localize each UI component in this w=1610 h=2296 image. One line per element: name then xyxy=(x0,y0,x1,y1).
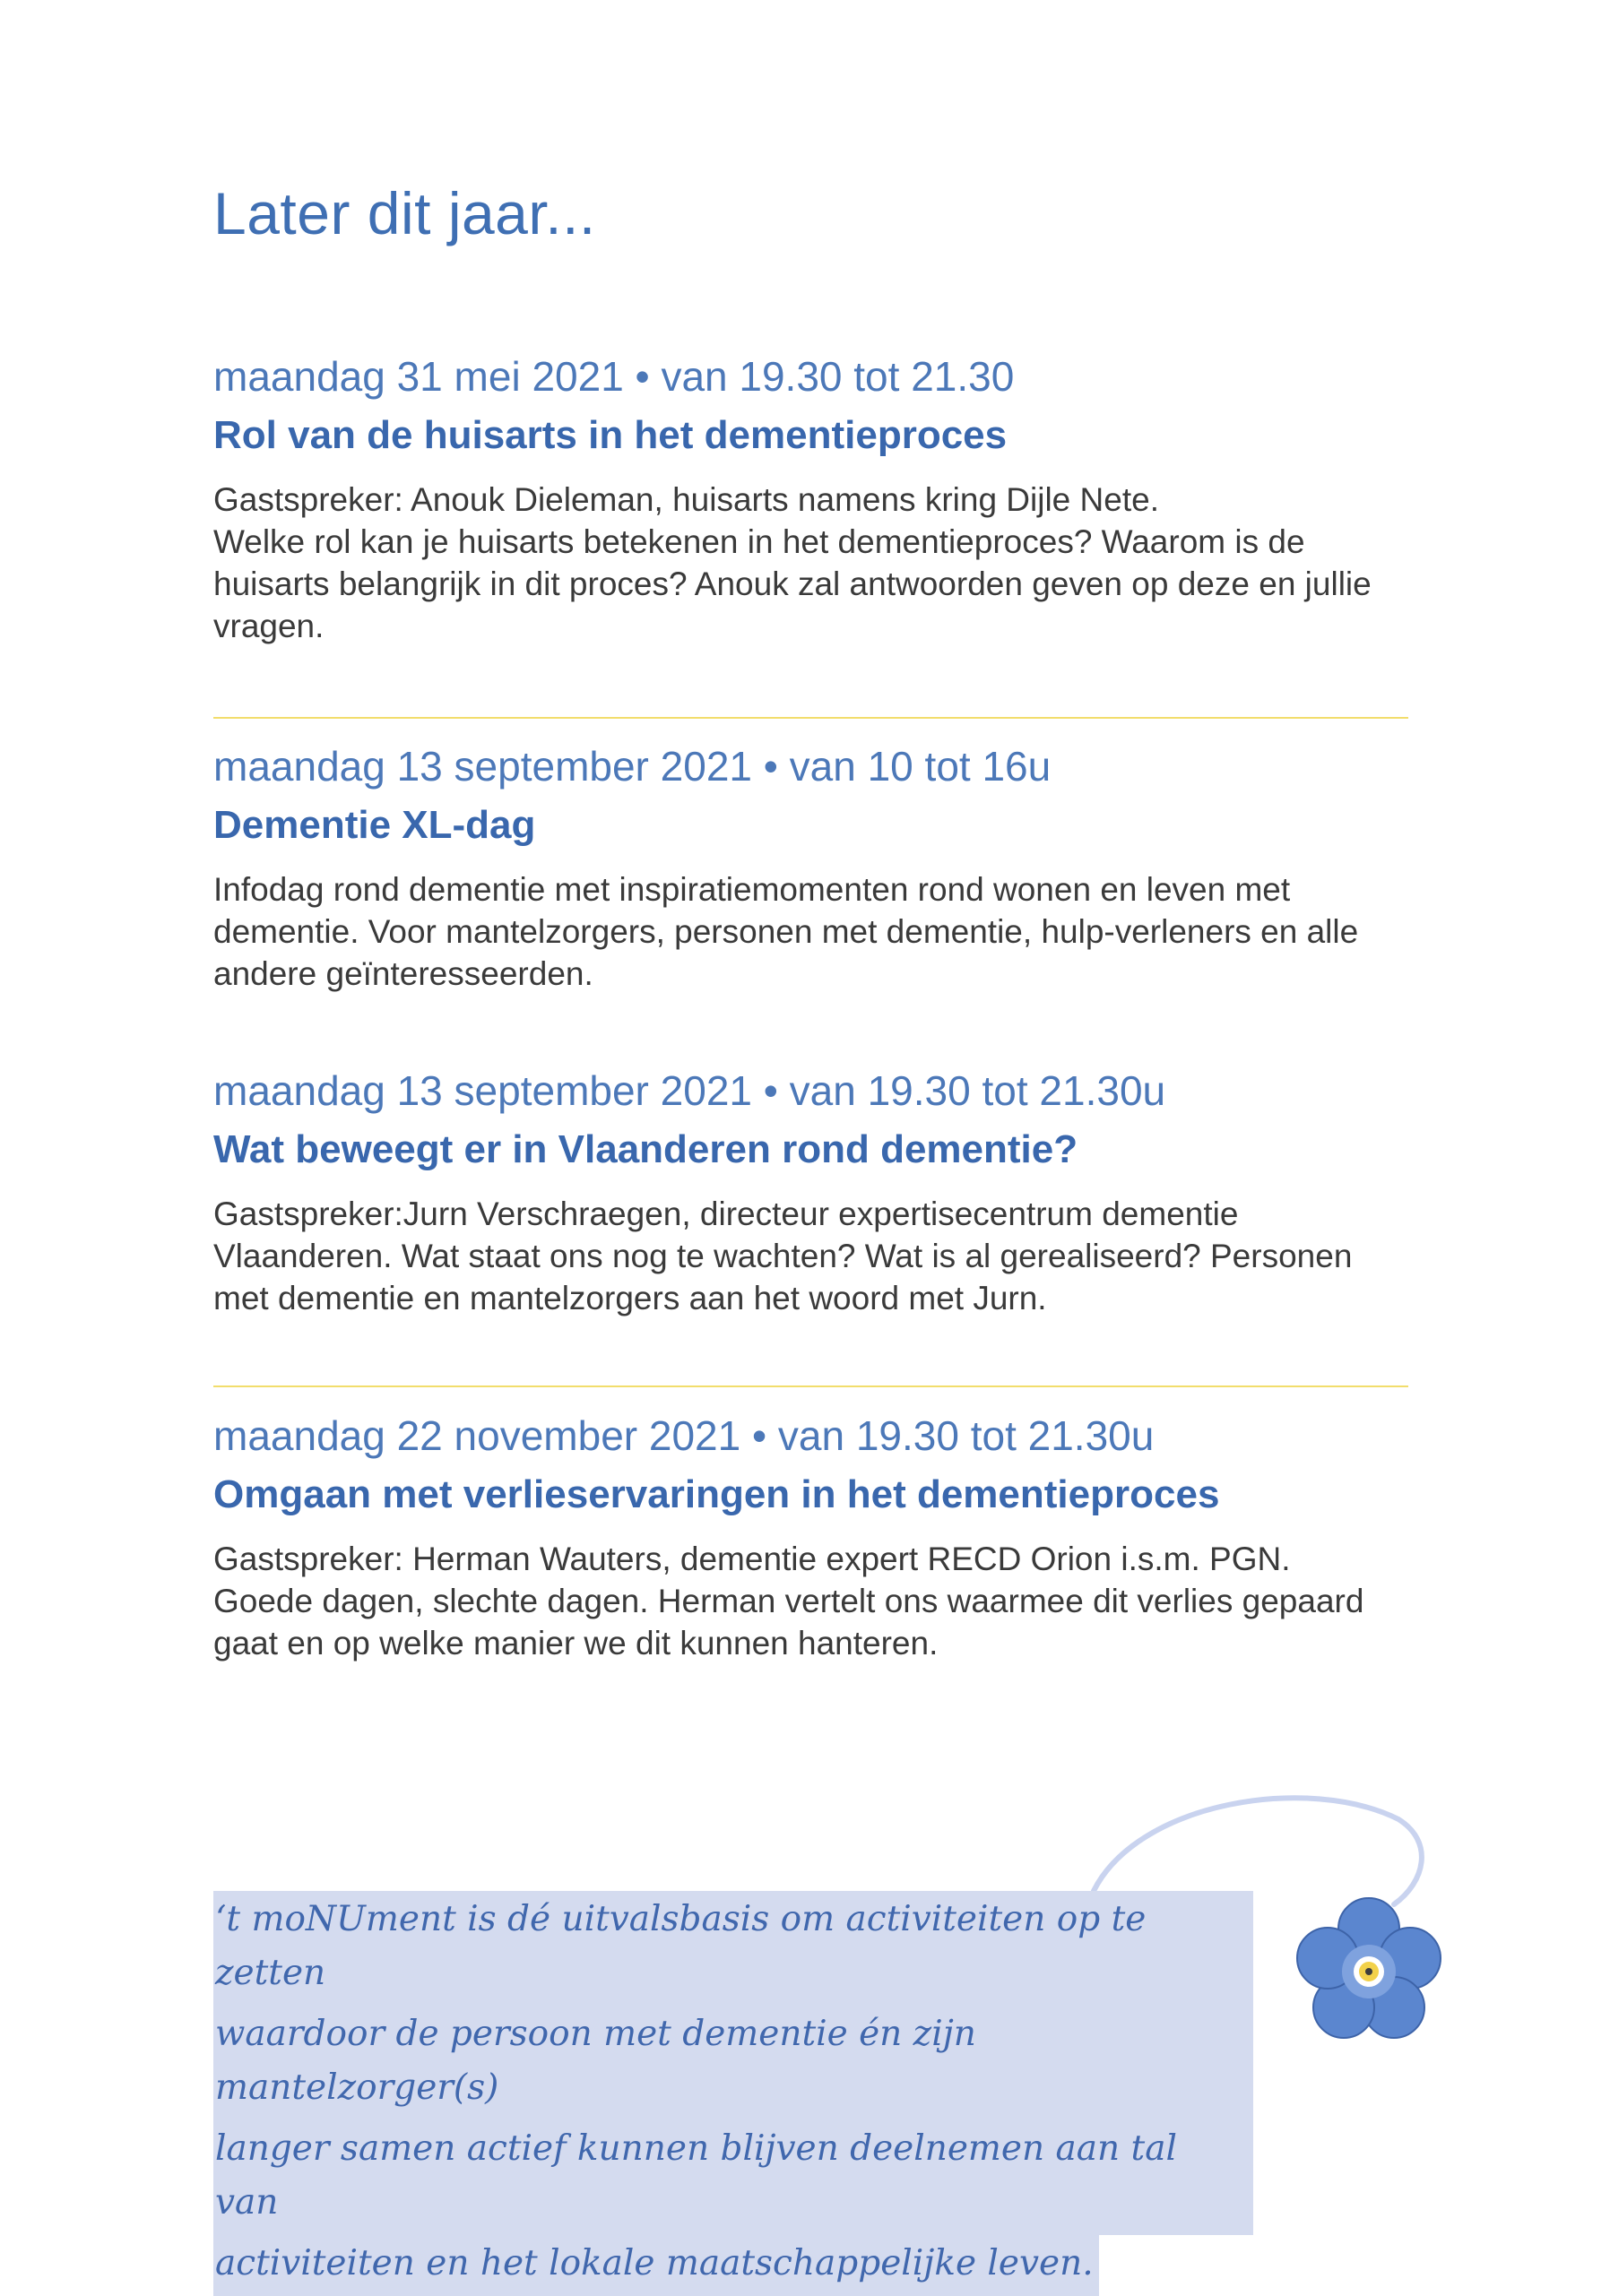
event-item xyxy=(213,1064,1406,1319)
event-description-line: Gastspreker:Jurn Verschraegen, directeur expertisecentrum dementie Vlaanderen. Wat staat ons nog te wachten? Wat is al gerealiseerd? Personen met dementie en mantelzorgers aan het woord met Jurn. xyxy=(213,1195,1353,1316)
event-date: maandag 22 november 2021 • van 19.30 tot 21.30u xyxy=(213,1412,1155,1459)
event-description-line: Gastspreker: Herman Wauters, dementie expert RECD Orion i.s.m. PGN. xyxy=(213,1541,1291,1577)
event-description-line: Goede dagen, slechte dagen. Herman vertelt ons waarmee dit verlies gepaard gaat en op welke manier we dit kunnen hanteren. xyxy=(213,1583,1364,1662)
event-description xyxy=(213,1193,1406,1319)
highlight-quote xyxy=(213,1891,1253,2296)
event-title: Rol van de huisarts in het dementieproces xyxy=(213,413,1008,457)
quote-line: langer samen actief kunnen blijven deelnemen aan tal van xyxy=(213,2120,1253,2235)
event-date: maandag 13 september 2021 • van 10 tot 16u xyxy=(213,743,1052,790)
event-item xyxy=(213,350,1406,647)
section-divider xyxy=(213,717,1408,719)
section-divider xyxy=(213,1385,1408,1387)
event-description-line: Gastspreker: Anouk Dieleman, huisarts namens kring Dijle Nete. xyxy=(213,481,1159,518)
event-title: Wat beweegt er in Vlaanderen rond dementie? xyxy=(213,1127,1078,1171)
quote-line: waardoor de persoon met dementie én zijn mantelzorger(s) xyxy=(213,2006,1253,2120)
event-item xyxy=(213,1409,1406,1664)
event-title: Omgaan met verlieservaringen in het dementieproces xyxy=(213,1472,1220,1516)
event-description xyxy=(213,1538,1406,1664)
event-description xyxy=(213,868,1406,995)
event-description-line: Infodag rond dementie met inspiratiemomenten rond wonen en leven met dementie. Voor mantelzorgers, personen met dementie, hulp-verleners en alle andere geïnteresseerden. xyxy=(213,871,1359,992)
event-title: Dementie XL-dag xyxy=(213,803,536,847)
event-date: maandag 31 mei 2021 • van 19.30 tot 21.30 xyxy=(213,353,1015,400)
page-title: Later dit jaar... xyxy=(213,180,596,246)
event-date: maandag 13 september 2021 • van 19.30 tot 21.30u xyxy=(213,1067,1166,1114)
event-description-line: Welke rol kan je huisarts betekenen in het dementieproces? Waarom is de huisarts belangrijk in dit proces? Anouk zal antwoorden geven op deze en jullie vragen. xyxy=(213,523,1372,644)
quote-line: ‘t moNUment is dé uitvalsbasis om activiteiten op te zetten xyxy=(213,1891,1253,2006)
event-item xyxy=(213,739,1406,995)
quote-line: activiteiten en het lokale maatschappelijke leven. xyxy=(213,2235,1099,2296)
event-description xyxy=(213,479,1406,647)
